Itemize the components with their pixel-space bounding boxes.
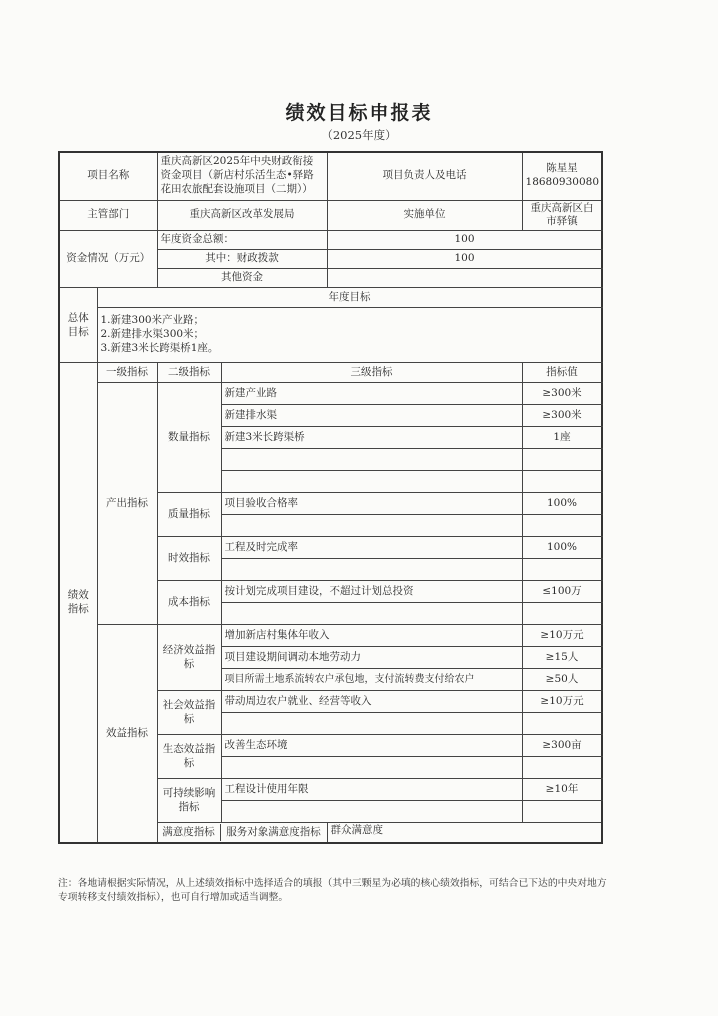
overall-label: 总体目标 xyxy=(59,288,97,363)
indicator-text: 工程设计使用年限 xyxy=(221,779,522,801)
timeliness-label: 时效指标 xyxy=(157,537,221,581)
indicator-value: ≥50人 xyxy=(522,669,602,691)
satisfaction-group xyxy=(157,823,327,843)
indicator-value: ≥10年 xyxy=(522,779,602,801)
indicator-text: 项目建设期间调动本地劳动力 xyxy=(221,647,522,669)
dept-value: 重庆高新区改革发展局 xyxy=(157,200,327,231)
indicator-text xyxy=(221,801,522,823)
goal-item: 1.新建300米产业路； xyxy=(100,314,205,327)
indicator-value: 1座 xyxy=(522,427,602,449)
indicator-value xyxy=(522,471,602,493)
indicator-value xyxy=(522,757,602,779)
impl-label: 实施单位 xyxy=(327,200,522,231)
indicator-text: 增加新店村集体年收入 xyxy=(221,625,522,647)
form-title: 绩效目标申报表 xyxy=(285,102,433,124)
indicator-text: 工程及时完成率 xyxy=(221,537,522,559)
indicator-text: 新建产业路 xyxy=(221,383,522,405)
indicator-value: ≥300米 xyxy=(522,405,602,427)
form-year: （2025年度） xyxy=(321,128,397,142)
goal-item: 3.新建3米长跨渠桥1座。 xyxy=(100,342,219,355)
manager-label: 项目负责人及电话 xyxy=(327,152,522,200)
indicator-value xyxy=(522,559,602,581)
satisfaction-label: 满意度指标 xyxy=(158,824,221,842)
indicator-value: ≤100万 xyxy=(522,581,602,603)
funds-total-label: 年度资金总额： xyxy=(157,231,327,250)
col-level1: 一级指标 xyxy=(97,363,157,383)
impl-value: 重庆高新区白市驿镇 xyxy=(522,200,602,231)
indicator-value xyxy=(522,603,602,625)
project-name-label: 项目名称 xyxy=(59,152,157,200)
benefit-label: 效益指标 xyxy=(97,625,157,843)
indicator-value xyxy=(522,801,602,823)
indicator-value xyxy=(522,449,602,471)
col-level3: 三级指标 xyxy=(221,363,522,383)
indicator-text: 群众满意度 xyxy=(327,823,602,843)
funds-other xyxy=(327,269,602,288)
indicator-text: 按计划完成项目建设，不超过计划总投资 xyxy=(221,581,522,603)
indicator-text: 新建3米长跨渠桥 xyxy=(221,427,522,449)
manager-value: 陈星星18680930080 xyxy=(522,152,602,200)
indicator-value: ≥15人 xyxy=(522,647,602,669)
funds-fiscal-label: 其中：财政拨款 xyxy=(157,250,327,269)
funds-total: 100 xyxy=(327,231,602,250)
indicator-text xyxy=(221,713,522,735)
indicator-text xyxy=(221,515,522,537)
annual-goal-label: 年度目标 xyxy=(97,288,602,308)
output-label: 产出指标 xyxy=(97,383,157,625)
indicator-value: ≥10万元 xyxy=(522,691,602,713)
quantity-label: 数量指标 xyxy=(157,383,221,493)
ecological-label: 生态效益指标 xyxy=(157,735,221,779)
funds-fiscal: 100 xyxy=(327,250,602,269)
service-label: 服务对象满意度指标 xyxy=(226,825,321,838)
indicator-text: 改善生态环境 xyxy=(221,735,522,757)
goal-item: 2.新建排水渠300米； xyxy=(100,328,205,341)
indicator-text: 项目所需土地系流转农户承包地，支付流转费支付给农户 xyxy=(221,669,522,691)
indicator-text: 项目验收合格率 xyxy=(221,493,522,515)
indicator-text xyxy=(221,559,522,581)
indicator-text: 带动周边农户就业、经营等收入 xyxy=(221,691,522,713)
indicator-text xyxy=(221,449,522,471)
indicator-text xyxy=(221,757,522,779)
performance-table xyxy=(58,151,603,844)
funds-other-label: 其他资金 xyxy=(157,269,327,288)
indicator-text: 新建排水渠 xyxy=(221,405,522,427)
cost-label: 成本指标 xyxy=(157,581,221,625)
social-label: 社会效益指标 xyxy=(157,691,221,735)
indicator-value: 100% xyxy=(522,537,602,559)
indicator-text xyxy=(221,471,522,493)
indicator-value: ≥10万元 xyxy=(522,625,602,647)
project-name: 重庆高新区2025年中央财政衔接资金项目（新店村乐活生态•驿路花田农旅配套设施项目（二期）） xyxy=(157,152,327,200)
col-value: 指标值 xyxy=(522,363,602,383)
funds-label: 资金情况（万元） xyxy=(59,231,157,288)
col-level2: 二级指标 xyxy=(157,363,221,383)
sustainable-label: 可持续影响指标 xyxy=(157,779,221,823)
indicator-text xyxy=(221,603,522,625)
indicators-label: 绩效指标 xyxy=(59,363,97,843)
indicator-value: ≥300亩 xyxy=(522,735,602,757)
dept-label: 主管部门 xyxy=(59,200,157,231)
indicator-value xyxy=(522,713,602,735)
footnote: 注：各地请根据实际情况，从上述绩效指标中选择适合的填报（其中三颗星为必填的核心绩效指标，可结合已下达的中央对地方专项转移支付绩效指标），也可自行增加或适当调整。 xyxy=(58,878,607,904)
economic-label: 经济效益指标 xyxy=(157,625,221,691)
indicator-value xyxy=(522,515,602,537)
quality-label: 质量指标 xyxy=(157,493,221,537)
annual-goals xyxy=(97,308,602,363)
indicator-value: ≥300米 xyxy=(522,383,602,405)
indicator-value: 100% xyxy=(522,493,602,515)
